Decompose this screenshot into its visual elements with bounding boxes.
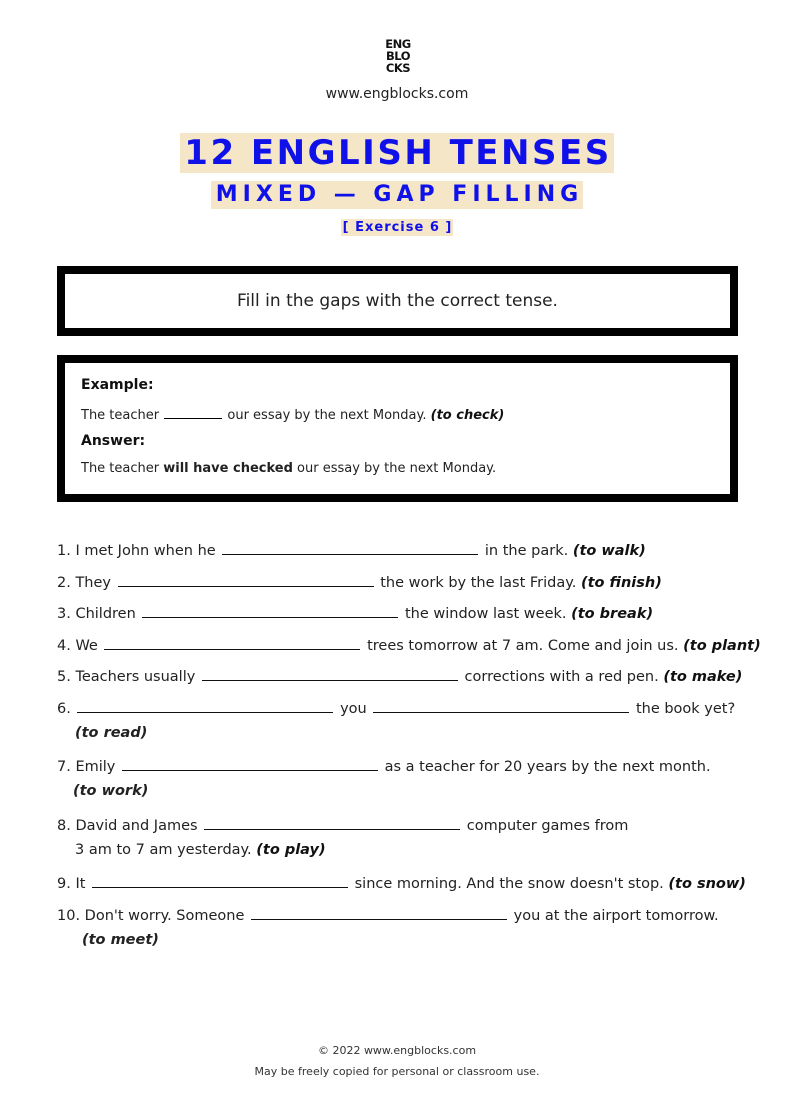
question-10-pre: 10. Don't worry. Someone <box>57 908 245 924</box>
question-2-cue: (to finish) <box>580 575 662 591</box>
example-sentence <box>81 406 504 423</box>
question-10-cue: (to meet) <box>82 932 159 948</box>
worksheet-subtitle-container <box>0 181 794 209</box>
worksheet-subtitle: MIXED — GAP FILLING <box>211 181 583 209</box>
worksheet-title: 12 ENGLISH TENSES <box>180 133 613 173</box>
question-3-post: the window last week. <box>405 606 567 622</box>
question-4-pre: 4. We <box>57 638 98 654</box>
question-3-cue: (to break) <box>571 606 654 622</box>
question-8-pre: 8. David and James <box>57 818 198 834</box>
question-6-gap-1[interactable] <box>77 698 333 713</box>
question-5-gap[interactable] <box>202 666 458 681</box>
exercise-label: [ Exercise 6 ] <box>342 220 453 235</box>
footer-copyright: © 2022 www.engblocks.com <box>317 1044 477 1057</box>
question-8 <box>57 815 628 834</box>
question-5-post: corrections with a red pen. <box>464 669 659 685</box>
question-3-pre: 3. Children <box>57 606 136 622</box>
question-8-gap[interactable] <box>204 815 460 830</box>
instruction-box <box>57 266 738 336</box>
question-3-gap[interactable] <box>142 603 398 618</box>
question-6-mid: you <box>340 701 367 717</box>
footer-note: May be freely copied for personal or classroom use. <box>254 1065 540 1078</box>
question-9-pre: 9. It <box>57 876 86 892</box>
question-9-gap[interactable] <box>92 873 348 888</box>
question-1-gap[interactable] <box>222 540 478 555</box>
question-6-pre: 6. <box>57 701 71 717</box>
answer-heading: Answer: <box>81 433 146 449</box>
question-9 <box>57 873 746 892</box>
question-7-cue: (to work) <box>73 783 149 799</box>
question-5-cue: (to make) <box>663 669 743 685</box>
question-9-cue: (to snow) <box>668 876 746 892</box>
question-7 <box>57 756 711 775</box>
question-6-cue: (to read) <box>75 725 148 741</box>
example-cue: (to check) <box>430 408 505 423</box>
answer-sentence <box>81 461 496 476</box>
question-1-cue: (to walk) <box>572 543 646 559</box>
question-4-gap[interactable] <box>104 635 360 650</box>
question-4-post: trees tomorrow at 7 am. Come and join us. <box>367 638 679 654</box>
question-7-gap[interactable] <box>122 756 378 771</box>
question-1-pre: 1. I met John when he <box>57 543 216 559</box>
example-box <box>57 355 738 502</box>
example-gap <box>164 406 222 419</box>
site-url: www.engblocks.com <box>325 86 469 102</box>
question-10-post: you at the airport tomorrow. <box>513 908 719 924</box>
question-10 <box>57 905 719 924</box>
question-4-cue: (to plant) <box>683 638 761 654</box>
engblocks-logo <box>381 38 415 74</box>
answer-post: our essay by the next Monday. <box>297 461 497 476</box>
answer-pre: The teacher <box>81 461 160 476</box>
question-8-post: computer games from <box>466 818 629 834</box>
exercise-label-container <box>0 216 794 236</box>
question-3 <box>57 603 653 622</box>
question-6 <box>57 698 735 717</box>
question-1-post: in the park. <box>484 543 569 559</box>
question-2-post: the work by the last Friday. <box>380 575 577 591</box>
question-5-pre: 5. Teachers usually <box>57 669 196 685</box>
question-2 <box>57 572 662 591</box>
question-5 <box>57 666 742 685</box>
instruction-text: Fill in the gaps with the correct tense. <box>237 291 558 311</box>
logo-line-3: CKS <box>385 61 411 75</box>
answer-bold: will have checked <box>163 461 293 476</box>
question-8-cont: 3 am to 7 am yesterday. <box>75 842 252 858</box>
logo-line-2: BLO <box>386 49 410 63</box>
question-2-gap[interactable] <box>118 572 374 587</box>
question-7-pre: 7. Emily <box>57 759 116 775</box>
question-8-continuation <box>75 842 326 858</box>
question-10-gap[interactable] <box>251 905 507 920</box>
question-7-post: as a teacher for 20 years by the next month. <box>384 759 711 775</box>
question-6-gap-2[interactable] <box>373 698 629 713</box>
question-9-post: since morning. And the snow doesn't stop. <box>354 876 664 892</box>
question-1 <box>57 540 646 559</box>
question-6-post: the book yet? <box>635 701 736 717</box>
question-2-pre: 2. They <box>57 575 111 591</box>
question-4 <box>57 635 761 654</box>
example-pre: The teacher <box>81 408 160 423</box>
worksheet-title-container <box>0 133 794 173</box>
question-8-cue: (to play) <box>256 842 326 858</box>
logo-line-1: ENG <box>385 37 411 51</box>
example-heading: Example: <box>81 377 154 393</box>
example-post: our essay by the next Monday. <box>227 408 427 423</box>
